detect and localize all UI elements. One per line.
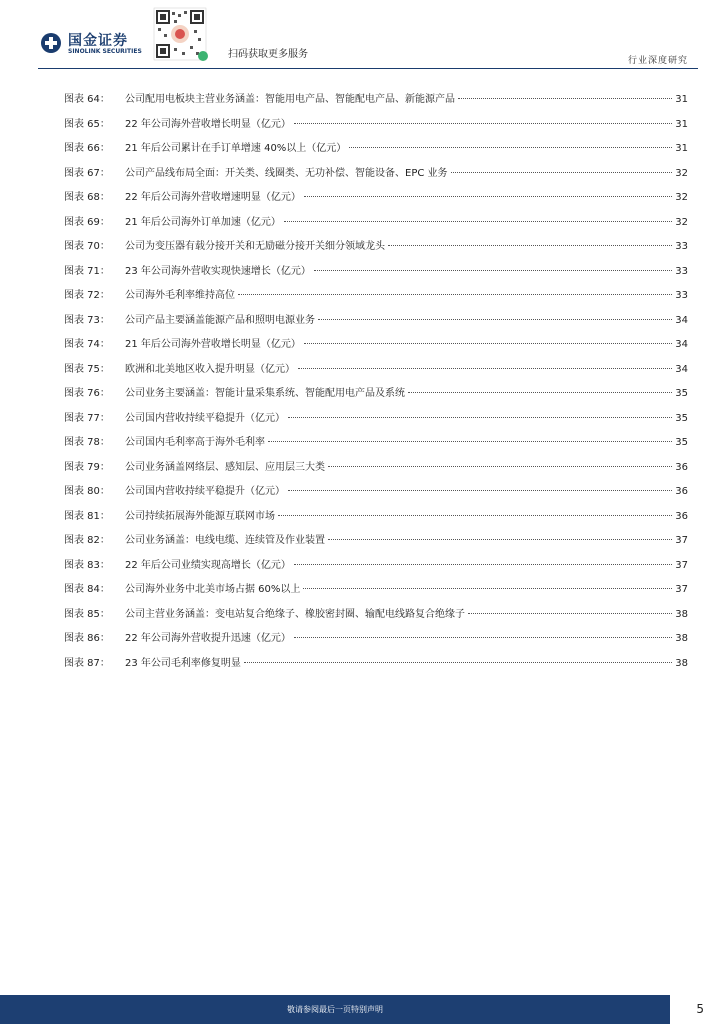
toc-entry-title: 公司业务涵盖网络层、感知层、应用层三大类: [125, 461, 325, 473]
toc-entry-page: 34: [675, 339, 688, 350]
toc-dot-leader: [244, 661, 672, 663]
toc-entry-label: 图表 87：: [64, 657, 110, 669]
toc-entry-title: 公司海外毛利率维持高位: [125, 290, 235, 301]
toc-entry[interactable]: [64, 505, 688, 530]
toc-entry-label: 图表 76：: [64, 388, 110, 399]
toc-entry[interactable]: [64, 358, 688, 383]
toc-entry-page: 32: [675, 192, 688, 203]
toc-entry-title: 欧洲和北美地区收入提升明显（亿元）: [125, 363, 295, 375]
toc-entry-title: 公司持续拓展海外能源互联网市场: [125, 510, 275, 522]
toc-dot-leader: [294, 563, 672, 565]
toc-entry-title: 公司国内毛利率高于海外毛利率: [125, 437, 265, 448]
toc-dot-leader: [303, 587, 672, 589]
toc-entry-label: 图表 69：: [64, 216, 110, 228]
toc-entry-title: 公司业务主要涵盖：智能计量采集系统、智能配用电产品及系统: [125, 388, 405, 399]
footer-disclaimer[interactable]: 敬请参阅最后一页特别声明: [287, 1005, 383, 1014]
toc-entry-label: 图表 78：: [64, 437, 110, 448]
toc-entry-title: 21 年后公司海外营收增长明显（亿元）: [125, 339, 301, 350]
toc-dot-leader: [314, 269, 672, 271]
toc-dot-leader: [349, 146, 672, 148]
logo-english-name: SINOLINK SECURITIES: [68, 48, 142, 55]
toc-entry-label: 图表 80：: [64, 486, 110, 497]
toc-entry[interactable]: [64, 113, 688, 138]
toc-entry-title: 公司产品主要涵盖能源产品和照明电源业务: [125, 314, 315, 326]
toc-entry[interactable]: [64, 431, 688, 456]
toc-entry-label: 图表 72：: [64, 290, 110, 301]
toc-dot-leader: [328, 538, 672, 540]
toc-entry[interactable]: [64, 603, 688, 628]
toc-entry-title: 公司国内营收持续平稳提升（亿元）: [125, 412, 285, 424]
toc-entry[interactable]: [64, 260, 688, 285]
toc-dot-leader: [284, 220, 672, 222]
toc-entry-page: 34: [675, 314, 688, 326]
toc-entry[interactable]: [64, 88, 688, 113]
toc-entry[interactable]: [64, 480, 688, 505]
toc-entry-page: 38: [675, 633, 688, 644]
toc-entry-title: 23 年公司毛利率修复明显: [125, 657, 241, 669]
toc-entry[interactable]: [64, 211, 688, 236]
toc-dot-leader: [408, 391, 672, 393]
toc-dot-leader: [278, 514, 672, 516]
toc-entry-label: 图表 70：: [64, 241, 110, 252]
header-divider: [38, 68, 698, 69]
toc-entry-page: 36: [675, 461, 688, 473]
toc-dot-leader: [318, 318, 672, 320]
toc-entry[interactable]: [64, 137, 688, 162]
toc-entry-page: 32: [675, 167, 688, 179]
qr-code-icon[interactable]: [150, 6, 214, 64]
toc-entry-title: 21 年后公司累计在手订单增速 40%以上（亿元）: [125, 143, 347, 154]
toc-entry-label: 图表 85：: [64, 608, 110, 620]
toc-dot-leader: [458, 97, 672, 99]
toc-entry-page: 35: [675, 412, 688, 424]
toc-entry-page: 31: [675, 143, 688, 154]
toc-entry-title: 公司业务涵盖：电线电缆、连续管及作业装置: [125, 535, 325, 546]
toc-entry-page: 31: [675, 94, 688, 105]
toc-dot-leader: [288, 416, 672, 418]
toc-entry-title: 23 年公司海外营收实现快速增长（亿元）: [125, 265, 311, 277]
logo-chinese-name: 国金证券: [68, 33, 128, 49]
toc-entry[interactable]: [64, 235, 688, 260]
toc-entry-label: 图表 74：: [64, 339, 110, 350]
toc-entry[interactable]: [64, 529, 688, 554]
toc-entry-title: 22 年后公司业绩实现高增长（亿元）: [125, 559, 291, 571]
toc-entry-title: 22 年公司海外营收提升迅速（亿元）: [125, 633, 291, 644]
toc-dot-leader: [468, 612, 672, 614]
toc-entry-title: 22 年公司海外营收增长明显（亿元）: [125, 118, 291, 130]
toc-entry[interactable]: [64, 627, 688, 652]
toc-dot-leader: [268, 440, 672, 442]
figure-index-list: [64, 88, 688, 676]
toc-entry[interactable]: [64, 554, 688, 579]
toc-entry-page: 34: [675, 363, 688, 375]
toc-entry-label: 图表 84：: [64, 584, 110, 595]
toc-entry-label: 图表 71：: [64, 265, 110, 277]
toc-entry-page: 38: [675, 608, 688, 620]
toc-entry-label: 图表 67：: [64, 167, 110, 179]
toc-dot-leader: [238, 293, 672, 295]
toc-dot-leader: [298, 367, 672, 369]
toc-dot-leader: [294, 122, 672, 124]
toc-entry[interactable]: [64, 382, 688, 407]
toc-entry-page: 33: [675, 265, 688, 277]
toc-entry-page: 36: [675, 486, 688, 497]
toc-entry[interactable]: [64, 309, 688, 334]
toc-entry-page: 36: [675, 510, 688, 522]
toc-entry-page: 35: [675, 388, 688, 399]
toc-entry-page: 37: [675, 535, 688, 546]
toc-entry[interactable]: [64, 162, 688, 187]
toc-entry-page: 37: [675, 559, 688, 571]
toc-entry-page: 38: [675, 657, 688, 669]
toc-entry-page: 37: [675, 584, 688, 595]
toc-entry-title: 公司为变压器有载分接开关和无励磁分接开关细分领域龙头: [125, 241, 385, 252]
toc-entry-label: 图表 75：: [64, 363, 110, 375]
toc-entry-title: 公司国内营收持续平稳提升（亿元）: [125, 486, 285, 497]
toc-entry[interactable]: [64, 284, 688, 309]
page-footer: [0, 995, 724, 1024]
toc-entry-label: 图表 77：: [64, 412, 110, 424]
sinolink-logo: [40, 30, 160, 60]
toc-entry[interactable]: [64, 333, 688, 358]
toc-entry[interactable]: [64, 407, 688, 432]
toc-entry-page: 31: [675, 118, 688, 130]
sinolink-logo-icon: [40, 32, 62, 54]
toc-entry-label: 图表 82：: [64, 535, 110, 546]
toc-entry[interactable]: [64, 652, 688, 677]
toc-entry-title: 21 年后公司海外订单加速（亿元）: [125, 216, 281, 228]
toc-entry[interactable]: [64, 186, 688, 211]
toc-dot-leader: [288, 489, 672, 491]
toc-entry-title: 22 年后公司海外营收增速明显（亿元）: [125, 192, 301, 203]
toc-entry-label: 图表 86：: [64, 633, 110, 644]
toc-dot-leader: [388, 244, 672, 246]
qr-caption: 扫码获取更多服务: [228, 49, 308, 60]
toc-entry-label: 图表 66：: [64, 143, 110, 154]
toc-entry-label: 图表 81：: [64, 510, 110, 522]
toc-entry-page: 33: [675, 290, 688, 301]
toc-dot-leader: [304, 195, 672, 197]
toc-entry-label: 图表 68：: [64, 192, 110, 203]
toc-entry-page: 33: [675, 241, 688, 252]
toc-dot-leader: [304, 342, 672, 344]
toc-entry[interactable]: [64, 578, 688, 603]
toc-entry-label: 图表 83：: [64, 559, 110, 571]
toc-dot-leader: [451, 171, 673, 173]
page-number: 5: [696, 1002, 704, 1016]
toc-entry-title: 公司海外业务中北美市场占据 60%以上: [125, 584, 301, 595]
toc-entry[interactable]: [64, 456, 688, 481]
toc-dot-leader: [294, 636, 672, 638]
toc-entry-label: 图表 65：: [64, 118, 110, 130]
toc-entry-page: 32: [675, 216, 688, 228]
toc-dot-leader: [328, 465, 672, 467]
toc-entry-title: 公司主营业务涵盖：变电站复合绝缘子、橡胶密封圈、输配电线路复合绝缘子: [125, 608, 465, 620]
page-header: [0, 0, 724, 72]
toc-entry-title: 公司产品线布局全面：开关类、线圈类、无功补偿、智能设备、EPC 业务: [125, 167, 448, 179]
toc-entry-label: 图表 79：: [64, 461, 110, 473]
toc-entry-title: 公司配用电板块主营业务涵盖：智能用电产品、智能配电产品、新能源产品: [125, 94, 455, 105]
toc-entry-label: 图表 64：: [64, 94, 110, 105]
toc-entry-page: 35: [675, 437, 688, 448]
report-category: 行业深度研究: [627, 56, 688, 66]
toc-entry-label: 图表 73：: [64, 314, 110, 326]
